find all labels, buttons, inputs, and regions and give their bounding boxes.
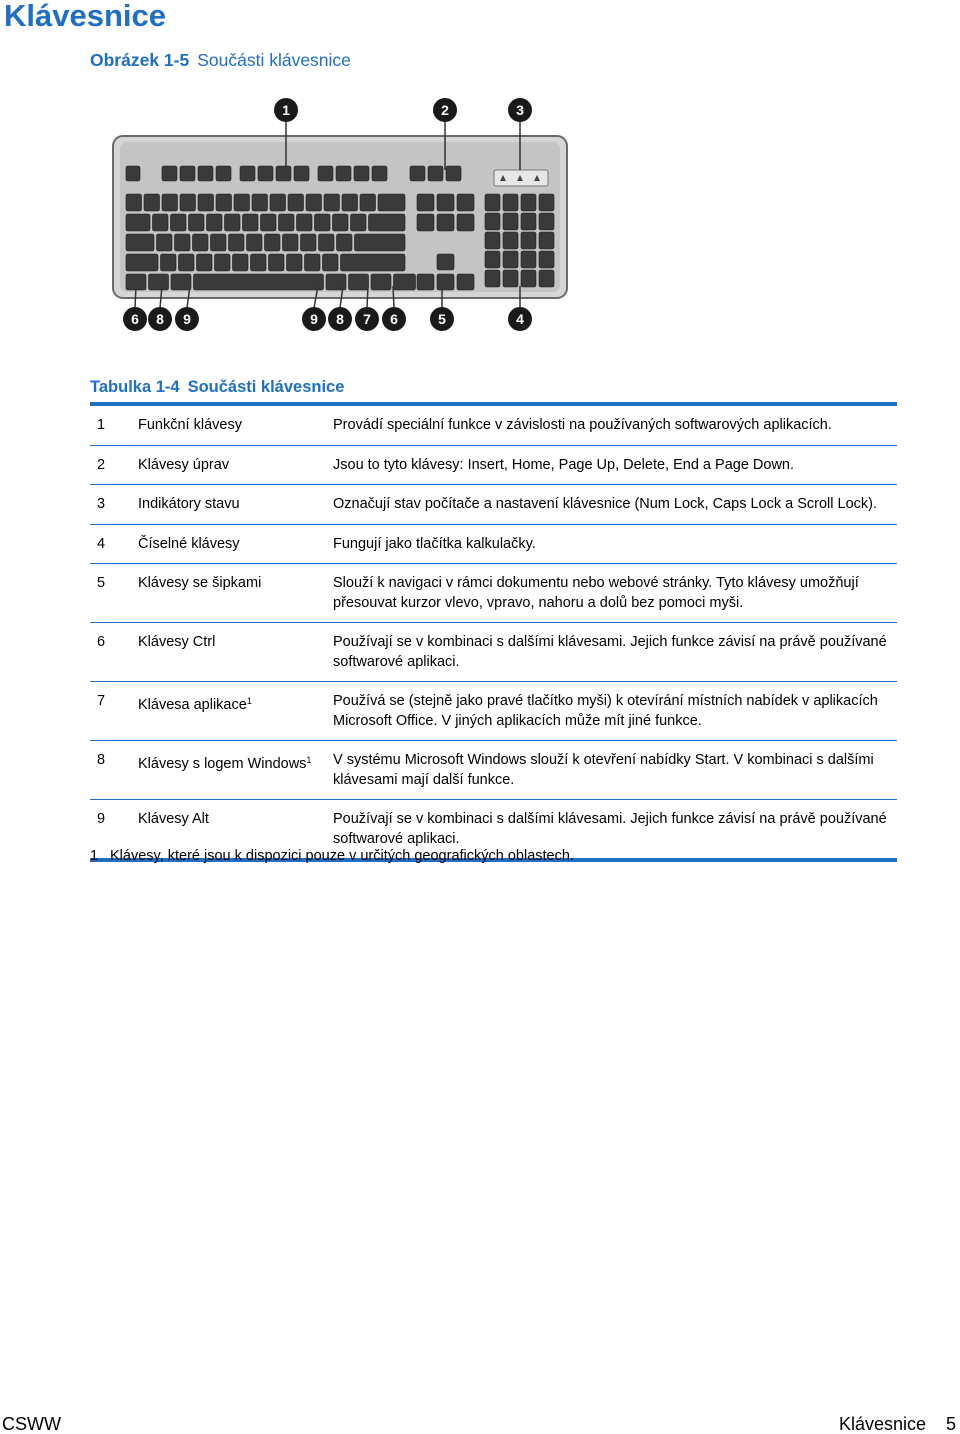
keyboard-key [341, 254, 406, 271]
keyboard-key [485, 194, 500, 211]
row-description: Označují stav počítače a nastavení klávesnice (Num Lock, Caps Lock a Scroll Lock). [333, 496, 877, 512]
callout-label: 7 [363, 311, 371, 327]
keyboard-key [265, 234, 281, 251]
row-component-name-text: Funkční klávesy [138, 417, 242, 433]
keyboard-key [126, 166, 140, 181]
keyboard-key [410, 166, 425, 181]
keyboard-key [198, 194, 214, 211]
keyboard-key [349, 274, 369, 290]
keyboard-key [251, 254, 267, 271]
row-description: Používají se v kombinaci s dalšími klávesami. Jejich funkce závisí na právě používané softwarové aplikaci. [333, 634, 887, 670]
row-number: 7 [97, 693, 106, 709]
footer-right [839, 1414, 956, 1434]
keyboard-key [503, 232, 518, 249]
keyboard-key [194, 274, 324, 290]
keyboard-key [354, 166, 369, 181]
keyboard-key [180, 166, 195, 181]
table-caption-text: Součásti klávesnice [187, 378, 345, 396]
keyboard-key [279, 214, 295, 231]
keyboard-key [539, 194, 554, 211]
footnote-text: Klávesy, které jsou k dispozici pouze v určitých geografických oblastech. [110, 848, 574, 864]
keyboard-key [521, 213, 536, 230]
keyboard-key [258, 166, 273, 181]
keyboard-key [297, 214, 313, 231]
keyboard-key [207, 214, 223, 231]
keyboard-key [485, 251, 500, 268]
table-row [90, 485, 897, 525]
footnote-reference: 1 [246, 696, 252, 706]
keyboard-key [485, 270, 500, 287]
page-title: Klávesnice [4, 0, 166, 33]
row-component-name-text: Klávesy Ctrl [138, 634, 216, 650]
keyboard-key [276, 166, 291, 181]
row-description: V systému Microsoft Windows slouží k otevření nabídky Start. V kombinaci s dalšími klávesami mají další funkce. [333, 752, 874, 788]
keyboard-key [269, 254, 285, 271]
row-component-name [138, 574, 333, 613]
keyboard-key [234, 194, 250, 211]
keyboard-key [539, 232, 554, 249]
keyboard-key [189, 214, 205, 231]
keyboard-key [521, 232, 536, 249]
keyboard-key [503, 270, 518, 287]
row-description: Jsou to tyto klávesy: Insert, Home, Page Up, Delete, End a Page Down. [333, 456, 795, 473]
keyboard-key [216, 194, 232, 211]
keyboard-key [233, 254, 249, 271]
keyboard-key [437, 214, 454, 231]
row-component-name [138, 633, 333, 672]
table-row [90, 682, 897, 741]
footnote [90, 848, 574, 864]
keyboard-key [198, 166, 213, 181]
keyboard-key [294, 166, 309, 181]
keyboard-key [342, 194, 358, 211]
row-component-name-text: Klávesy Alt [138, 811, 209, 827]
row-component-name-text: Číselné klávesy [138, 535, 240, 552]
callout-label: 8 [156, 311, 164, 327]
row-component-name [138, 456, 333, 476]
row-component-name [138, 535, 333, 555]
callout-label: 3 [516, 102, 524, 118]
keyboard-key [288, 194, 304, 211]
keyboard-key [247, 234, 263, 251]
table-caption-number: Tabulka 1-4 [90, 378, 180, 396]
table-row [90, 623, 897, 682]
keyboard-key [360, 194, 376, 211]
row-number: 9 [97, 811, 106, 827]
row-component-name [138, 751, 333, 790]
row-number: 6 [97, 634, 106, 650]
row-number: 5 [97, 575, 106, 591]
row-description: Slouží k navigaci v rámci dokumentu nebo webové stránky. Tyto klávesy umožňují přesouvat kurzor vlevo, vpravo, nahoru a dolů bez pomoci myši. [333, 575, 859, 611]
keyboard-key [305, 254, 321, 271]
keyboard-key [355, 234, 406, 251]
table-row [90, 741, 897, 800]
row-component-name [138, 692, 333, 731]
keyboard-key [521, 251, 536, 268]
keyboard-figure [100, 90, 580, 340]
table-row [90, 446, 897, 486]
keyboard-illustration [100, 90, 580, 340]
keyboard-key [315, 214, 331, 231]
keyboard-key [428, 166, 443, 181]
keyboard-key [301, 234, 317, 251]
keyboard-key [179, 254, 195, 271]
keyboard-key [149, 274, 169, 290]
keyboard-key [157, 234, 173, 251]
keyboard-key [153, 214, 169, 231]
keyboard-key [319, 234, 335, 251]
keyboard-key [171, 214, 187, 231]
keyboard-key [351, 214, 367, 231]
figure-caption-text: Součásti klávesnice [197, 50, 351, 70]
callout-label: 9 [310, 311, 318, 327]
keyboard-key [229, 234, 245, 251]
row-component-name [138, 810, 333, 849]
keyboard-key [287, 254, 303, 271]
keyboard-key [394, 274, 416, 290]
row-component-name-text: Klávesy úprav [138, 456, 230, 473]
keyboard-key [215, 254, 231, 271]
keyboard-key [485, 213, 500, 230]
keyboard-key [503, 194, 518, 211]
callout-label: 6 [131, 311, 139, 327]
keyboard-key [417, 214, 434, 231]
footnote-mark: 1 [90, 848, 99, 864]
callout-label: 9 [183, 311, 191, 327]
row-component-name-text: Klávesa aplikace [138, 697, 247, 713]
keyboard-key [171, 274, 191, 290]
row-number: 1 [97, 417, 106, 433]
keyboard-key [161, 254, 177, 271]
row-component-name [138, 416, 333, 436]
row-number: 8 [97, 752, 106, 768]
row-number: 3 [97, 496, 106, 512]
callout-label: 6 [390, 311, 398, 327]
callout-label: 4 [516, 311, 524, 327]
keyboard-key [243, 214, 259, 231]
keyboard-key [162, 166, 177, 181]
row-description: Fungují jako tlačítka kalkulačky. [333, 535, 536, 552]
keyboard-key [457, 274, 474, 290]
keyboard-key [162, 194, 178, 211]
footer-left: CSWW [2, 1414, 61, 1434]
figure-caption-number: Obrázek 1-5 [90, 50, 190, 70]
keyboard-key [216, 166, 231, 181]
keyboard-key [225, 214, 241, 231]
keyboard-key [261, 214, 277, 231]
keyboard-key [521, 270, 536, 287]
keyboard-key [437, 274, 454, 290]
keyboard-key [193, 234, 209, 251]
row-component-name [138, 495, 333, 515]
table-caption [90, 378, 344, 397]
keyboard-key [252, 194, 268, 211]
keyboard-key [336, 166, 351, 181]
figure-caption [90, 50, 351, 71]
keyboard-key [283, 234, 299, 251]
keyboard-key [126, 194, 142, 211]
keyboard-key [417, 194, 434, 211]
keyboard-key [211, 234, 227, 251]
keyboard-key [457, 194, 474, 211]
keyboard-key [521, 194, 536, 211]
keyboard-key [126, 234, 154, 251]
keyboard-key [539, 213, 554, 230]
keyboard-key [457, 214, 474, 231]
keyboard-key [485, 232, 500, 249]
keyboard-key [324, 194, 340, 211]
page-number: 5 [945, 1414, 956, 1434]
keyboard-key [144, 194, 160, 211]
row-description: Používá se (stejně jako pravé tlačítko myši) k otevírání místních nabídek v aplikacích Microsoft Office. V jiných aplikacích může mít jiné funkce. [333, 693, 878, 729]
footnote-reference: 1 [306, 755, 312, 765]
keyboard-key [337, 234, 353, 251]
keyboard-key [333, 214, 349, 231]
keyboard-key [378, 194, 405, 211]
keyboard-key [306, 194, 322, 211]
table-row [90, 406, 897, 446]
keyboard-key [437, 194, 454, 211]
callout-label: 8 [336, 311, 344, 327]
keyboard-key [240, 166, 255, 181]
table-row [90, 525, 897, 565]
keyboard-key [503, 213, 518, 230]
keyboard-key [369, 214, 406, 231]
keyboard-key [539, 251, 554, 268]
row-number: 4 [97, 535, 106, 552]
keyboard-key [126, 254, 158, 271]
keyboard-key [437, 254, 454, 270]
footer-section: Klávesnice [838, 1414, 926, 1434]
table-row [90, 564, 897, 623]
row-description: Používají se v kombinaci s dalšími klávesami. Jejich funkce závisí na právě používané softwarové aplikaci. [333, 811, 887, 847]
keyboard-key [197, 254, 213, 271]
keyboard-key [175, 234, 191, 251]
keyboard-key [323, 254, 339, 271]
keyboard-key [126, 214, 150, 231]
callout-label: 2 [441, 102, 449, 118]
callout-label: 1 [282, 102, 290, 118]
callout-label: 5 [438, 311, 446, 327]
row-description: Provádí speciální funkce v závislosti na používaných softwarových aplikacích. [333, 417, 832, 433]
row-number: 2 [97, 456, 106, 473]
keyboard-key [318, 166, 333, 181]
keyboard-key [371, 274, 391, 290]
row-component-name-text: Indikátory stavu [138, 496, 240, 512]
keyboard-key [180, 194, 196, 211]
row-component-name-text: Klávesy se šipkami [138, 575, 262, 591]
keyboard-key [539, 270, 554, 287]
keyboard-key [270, 194, 286, 211]
row-component-name-text: Klávesy s logem Windows [138, 756, 307, 772]
keyboard-key [446, 166, 461, 181]
keyboard-key [417, 274, 434, 290]
keyboard-key [372, 166, 387, 181]
keyboard-key [503, 251, 518, 268]
keyboard-components-table [90, 402, 897, 862]
